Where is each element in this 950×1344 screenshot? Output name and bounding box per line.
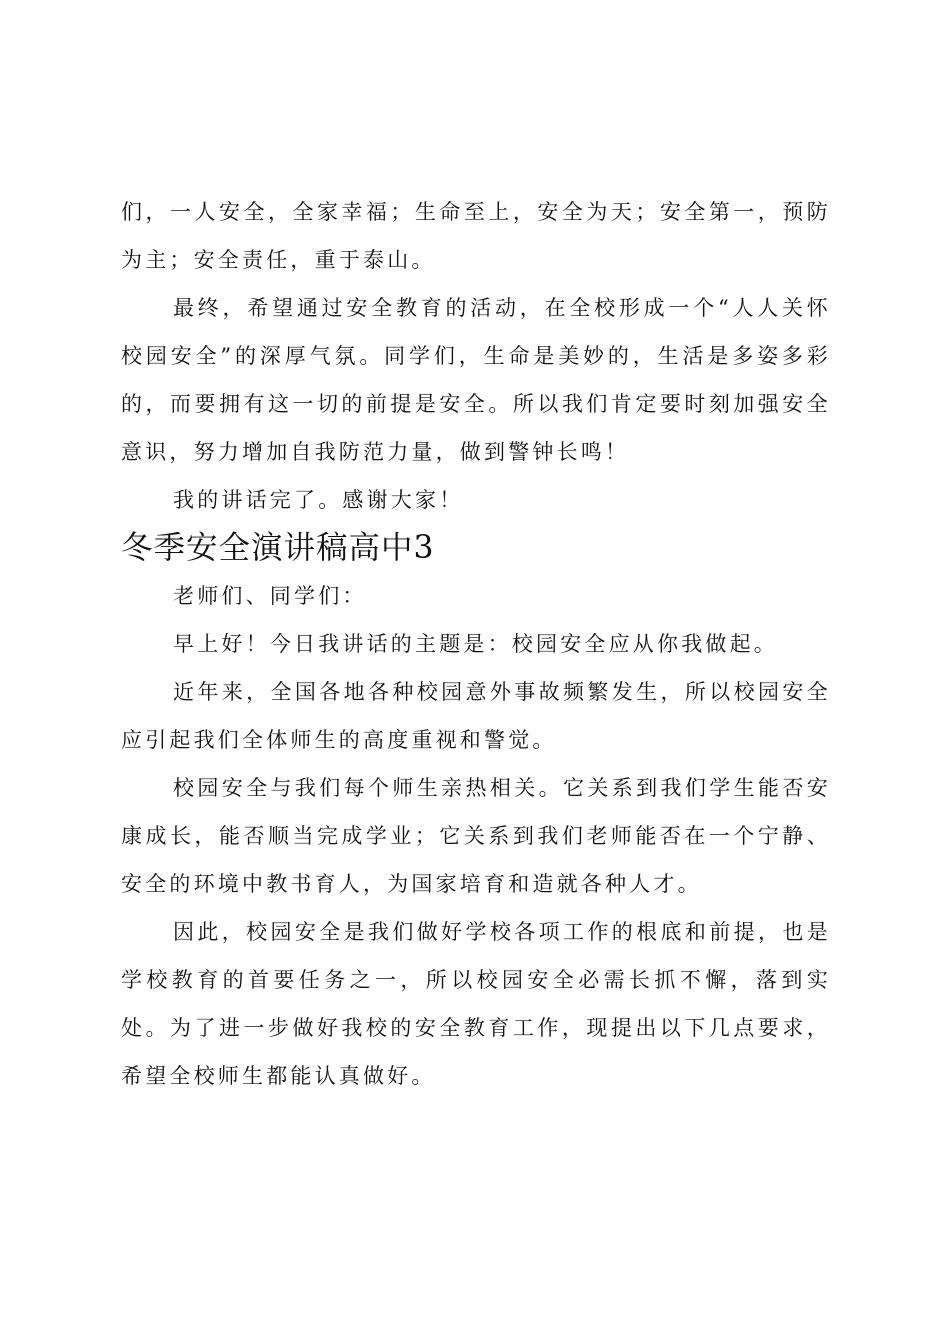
paragraph-importance: 校园安全与我们每个师生亲热相关。它关系到我们学生能否安康成长，能否顺当完成学业；它关系到我们老师能否在一个宁静、安全的环境中教书育人，为国家培育和造就各种人才。 [121,776,831,896]
paragraph-closing-thanks: 我的讲话完了。感谢大家！ [173,488,464,512]
paragraph-accidents: 近年来，全国各地各种校园意外事故频繁发生，所以校园安全应引起我们全体师生的高度重视和警觉。 [121,680,831,752]
paragraph-conclusion: 最终，希望通过安全教育的活动，在全校形成一个“人人关怀校园安全”的深厚气氛。同学们，生命是美妙的，生活是多姿多彩的，而要拥有这一切的前提是安全。所以我们肯定要时刻加强安全意识，努力增加自我防范力量，做到警钟长鸣！ [121,296,831,464]
paragraph-topic: 早上好！今日我讲话的主题是：校园安全应从你我做起。 [173,632,778,656]
paragraph-requirements: 因此，校园安全是我们做好学校各项工作的根底和前提，也是学校教育的首要任务之一，所以校园安全必需长抓不懈，落到实处。为了进一步做好我校的安全教育工作，现提出以下几点要求，希望全校师生都能认真做好。 [121,920,831,1088]
paragraph-safety-slogans: 们，一人安全，全家幸福；生命至上，安全为天；安全第一，预防为主；安全责任，重于泰山。 [121,200,831,272]
paragraph-greeting-audience: 老师们、同学们： [173,584,367,608]
section-heading: 冬季安全演讲稿高中3 [121,530,435,566]
document-body [121,188,831,1100]
